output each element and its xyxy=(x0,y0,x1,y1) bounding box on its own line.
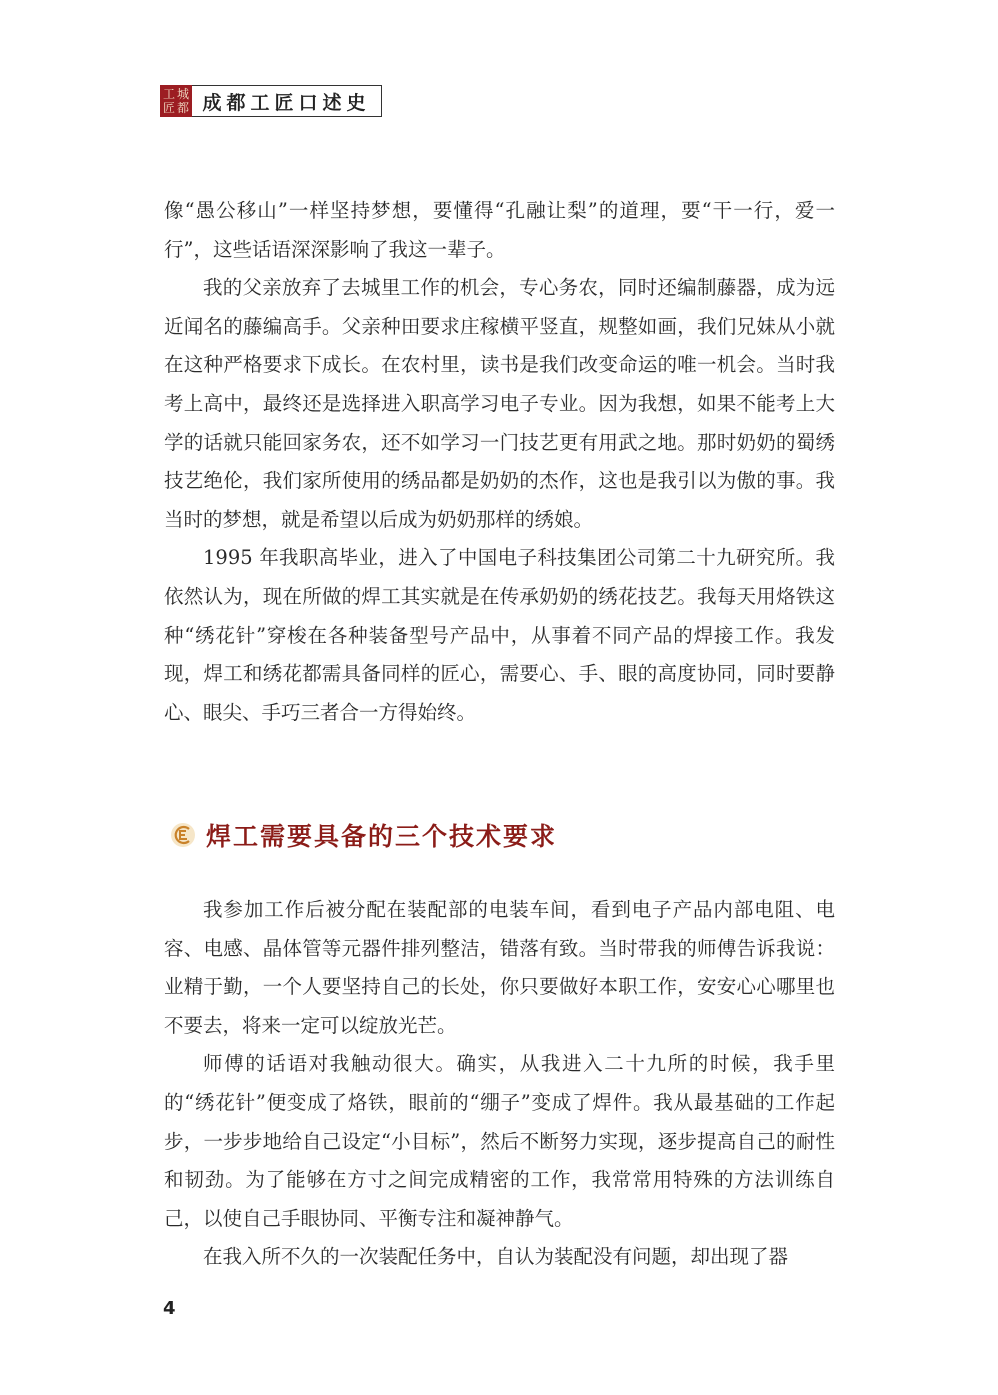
paragraph: 我参加工作后被分配在装配部的电装车间，看到电子产品内部电阻、电容、电感、晶体管等元器件排列整洁，错落有致。当时带我的师傅告诉我说：业精于勤，一个人要坚持自己的长处，你只要做好本职工作，安安心心哪里也不要去，将来一定可以绽放光芒。 xyxy=(164,898,835,1037)
section-heading xyxy=(170,815,557,855)
section-title: 焊工需要具备的三个技术要求 xyxy=(206,822,558,851)
paragraph: 师傅的话语对我触动很大。确实，从我进入二十九所的时候，我手里的“绣花针”便变成了烙铁，眼前的“绷子”变成了焊件。我从最基础的工作起步，一步步地给自己设定“小目标”，然后不断努力实现，逐步提高自己的耐性和韧劲。为了能够在方寸之间完成精密的工作，我常常用特殊的方法训练自己，以使自己手眼协同、平衡专注和凝神静气。 xyxy=(164,1052,835,1230)
paragraph: 在我入所不久的一次装配任务中，自认为装配没有问题，却出现了器 xyxy=(203,1245,789,1269)
paragraph: 1995 年我职高毕业，进入了中国电子科技集团公司第二十九研究所。我依然认为，现在所做的焊工其实就是在传承奶奶的绣花技艺。我每天用烙铁这种“绣花针”穿梭在各种装备型号产品中，从事着不同产品的焊接工作。我发现，焊工和绣花都需具备同样的匠心，需要心、手、眼的高度协同，同时要静心、眼尖、手巧三者合一方得始终。 xyxy=(164,546,835,724)
seal-char: 工 xyxy=(162,87,175,101)
body-text-before xyxy=(164,192,835,732)
paragraph: 我的父亲放弃了去城里工作的机会，专心务农，同时还编制藤器，成为远近闻名的藤编高手。父亲种田要求庄稼横平竖直，规整如画，我们兄妹从小就在这种严格要求下成长。在农村里，读书是我们改变命运的唯一机会。当时我考上高中，最终还是选择进入职高学习电子专业。因为我想，如果不能考上大学的话就只能回家务农，还不如学习一门技艺更有用武之地。那时奶奶的蜀绣技艺绝伦，我们家所使用的绣品都是奶奶的杰作，这也是我引以为傲的事。我当时的梦想，就是希望以后成为奶奶那样的绣娘。 xyxy=(164,276,835,531)
running-header xyxy=(160,85,382,117)
book-seal-logo xyxy=(160,85,192,117)
section-ornament-icon xyxy=(170,822,196,848)
page-number: 4 xyxy=(163,1298,176,1319)
book-title: 成都工匠口述史 xyxy=(192,85,382,117)
body-text-after xyxy=(164,891,835,1277)
seal-char: 城 xyxy=(176,87,189,101)
seal-char: 匠 xyxy=(162,101,175,115)
seal-char: 都 xyxy=(176,101,189,115)
paragraph: 像“愚公移山”一样坚持梦想，要懂得“孔融让梨”的道理，要“干一行，爱一行”，这些话语深深影响了我这一辈子。 xyxy=(164,199,835,261)
